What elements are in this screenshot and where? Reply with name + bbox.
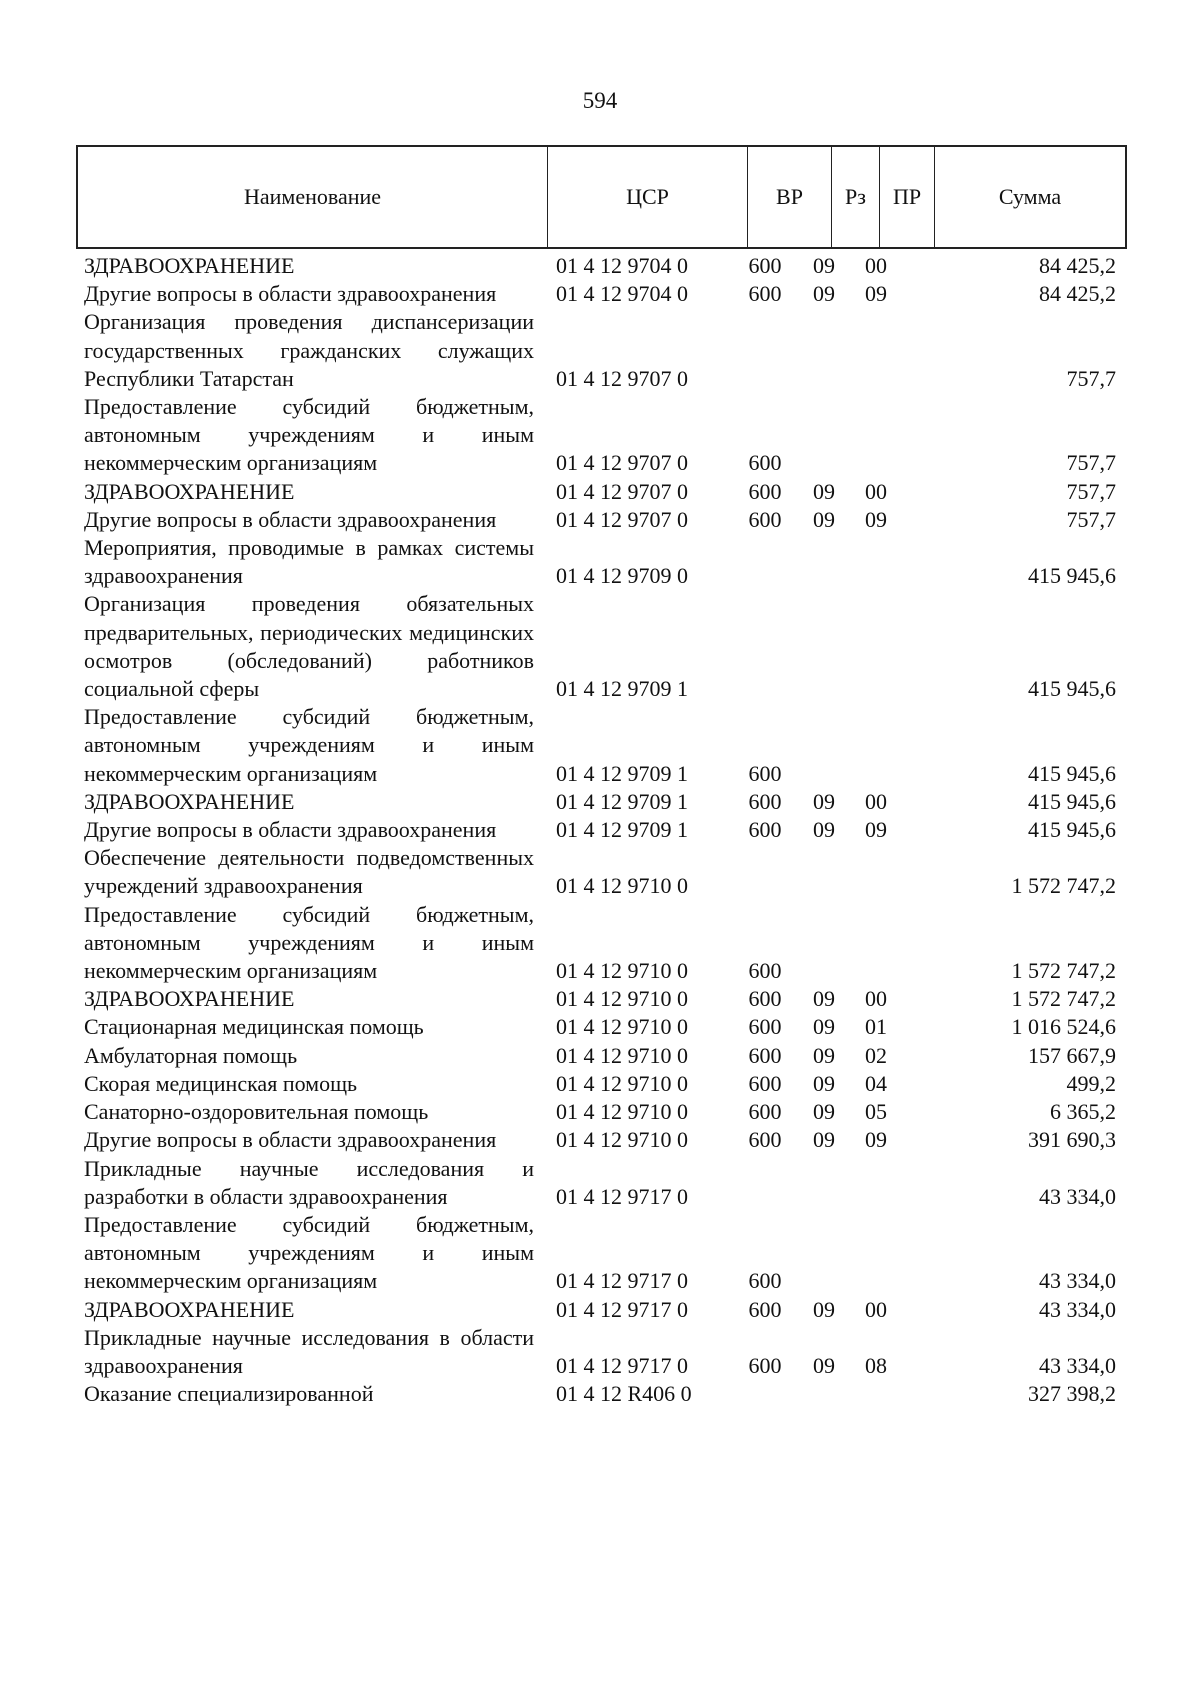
row-sum: 415 945,6 [1028,817,1116,843]
row-vr: 600 [748,1042,782,1068]
row-pr: 00 [865,478,887,504]
row-pr: 00 [865,986,887,1012]
row-sum: 415 945,6 [1028,676,1116,702]
row-csr: 01 4 12 9717 0 [556,1296,688,1322]
row-vr: 600 [748,760,782,786]
row-csr: 01 4 12 9717 0 [556,1352,688,1378]
row-name: Скорая медицинская помощь [84,1070,358,1096]
table-row [84,308,1124,393]
row-csr: 01 4 12 9704 0 [556,281,688,307]
row-sum: 84 425,2 [1039,281,1116,307]
row-csr: 01 4 12 9709 1 [556,760,688,786]
row-rz: 09 [813,817,835,843]
row-rz: 09 [813,1127,835,1153]
row-sum: 757,7 [1066,506,1116,532]
row-name: ЗДРАВООХРАНЕНИЕ [84,478,295,504]
row-pr: 04 [865,1070,887,1096]
table-row [84,901,1124,986]
row-name: Организация проведения диспансеризации государственных гражданских служащих Республики Татарстан [84,309,534,391]
row-sum: 43 334,0 [1039,1268,1116,1294]
row-vr: 600 [748,281,782,307]
row-name: Другие вопросы в области здравоохранения [84,1127,497,1153]
row-name: Другие вопросы в области здравоохранения [84,281,497,307]
table-row [84,1324,1124,1380]
row-csr: 01 4 12 9710 0 [556,1127,688,1153]
row-vr: 600 [748,1352,782,1378]
row-vr: 600 [748,478,782,504]
table-row [84,788,1124,816]
row-csr: 01 4 12 9709 1 [556,788,688,814]
table-row [84,1013,1124,1041]
row-csr: 01 4 12 9707 0 [556,506,688,532]
row-pr: 05 [865,1099,887,1125]
row-vr: 600 [748,1014,782,1040]
row-sum: 757,7 [1066,478,1116,504]
row-name: Прикладные научные исследования в области здравоохранения [84,1324,534,1378]
row-csr: 01 4 12 9704 0 [556,253,688,278]
table-row [84,280,1124,308]
row-vr: 600 [748,253,782,278]
row-name: Другие вопросы в области здравоохранения [84,506,497,532]
row-sum: 84 425,2 [1039,253,1116,278]
row-pr: 01 [865,1014,887,1040]
table-row [84,393,1124,478]
row-name: ЗДРАВООХРАНЕНИЕ [84,986,295,1012]
row-rz: 09 [813,1099,835,1125]
row-name: Предоставление субсидий бюджетным, автономным учреждениям и иным некоммерческим организациям [84,901,534,984]
row-sum: 757,7 [1066,365,1116,391]
row-rz: 09 [813,1014,835,1040]
row-sum: 327 398,2 [1028,1381,1116,1407]
row-csr: 01 4 12 9710 0 [556,1042,688,1068]
row-pr: 09 [865,1127,887,1153]
row-csr: 01 4 12 9709 1 [556,676,688,702]
row-vr: 600 [748,958,782,984]
row-pr: 09 [865,817,887,843]
table-body [84,252,1124,1408]
row-name: ЗДРАВООХРАНЕНИЕ [84,1296,295,1322]
row-csr: 01 4 12 9707 0 [556,450,688,476]
row-name: Амбулаторная помощь [84,1042,298,1068]
row-csr: 01 4 12 9710 0 [556,1014,688,1040]
table-row [84,844,1124,900]
table-row [84,478,1124,506]
table-row [84,590,1124,703]
row-sum: 6 365,2 [1050,1099,1116,1125]
row-name: Организация проведения обязательных предварительных, периодических медицинских осмотров (обследований) работников социальной сферы [84,591,534,702]
row-csr: 01 4 12 9710 0 [556,1070,688,1096]
row-sum: 415 945,6 [1028,760,1116,786]
row-sum: 391 690,3 [1028,1127,1116,1153]
table-row [84,1296,1124,1324]
row-name: Прикладные научные исследования и разработки в области здравоохранения [84,1155,534,1209]
row-vr: 600 [748,817,782,843]
row-vr: 600 [748,788,782,814]
table-row [84,1126,1124,1154]
row-rz: 09 [813,506,835,532]
row-rz: 09 [813,478,835,504]
row-rz: 09 [813,1352,835,1378]
row-csr: 01 4 12 9717 0 [556,1268,688,1294]
row-rz: 09 [813,281,835,307]
table-row [84,985,1124,1013]
row-rz: 09 [813,1296,835,1322]
row-name: Стационарная медицинская помощь [84,1014,424,1040]
row-vr: 600 [748,506,782,532]
row-pr: 00 [865,1296,887,1322]
table-row [84,1042,1124,1070]
row-csr: 01 4 12 9707 0 [556,365,688,391]
table-row [84,703,1124,788]
row-vr: 600 [748,1070,782,1096]
row-vr: 600 [748,1296,782,1322]
row-pr: 00 [865,253,887,278]
table-row [84,816,1124,844]
row-vr: 600 [748,986,782,1012]
row-vr: 600 [748,1099,782,1125]
row-sum: 499,2 [1066,1070,1116,1096]
row-sum: 43 334,0 [1039,1296,1116,1322]
row-name: Мероприятия, проводимые в рамках системы здравоохранения [84,535,534,589]
row-csr: 01 4 12 9710 0 [556,873,688,899]
row-name: Оказание специализированной [84,1381,374,1407]
header-sum: Сумма [998,184,1062,209]
row-csr: 01 4 12 9709 1 [556,817,688,843]
row-pr: 09 [865,506,887,532]
table-row [84,506,1124,534]
header-name: Наименование [78,147,548,247]
row-rz: 09 [813,986,835,1012]
row-pr: 08 [865,1352,887,1378]
header-vr: ВР [748,147,832,247]
row-vr: 600 [748,1127,782,1153]
row-csr: 01 4 12 9707 0 [556,478,688,504]
page-number: 594 [582,88,618,113]
row-rz: 09 [813,788,835,814]
table-row [84,534,1124,590]
row-sum: 1 016 524,6 [1011,1014,1116,1040]
row-name: Предоставление субсидий бюджетным, автономным учреждениям и иным некоммерческим организациям [84,1211,534,1294]
row-sum: 1 572 747,2 [1011,873,1116,899]
table-row [84,1070,1124,1098]
row-pr: 02 [865,1042,887,1068]
row-name: Санаторно-оздоровительная помощь [84,1099,429,1125]
row-csr: 01 4 12 9710 0 [556,986,688,1012]
table-row [84,1211,1124,1296]
row-rz: 09 [813,1042,835,1068]
row-sum: 1 572 747,2 [1011,958,1116,984]
row-name: Предоставление субсидий бюджетным, автономным учреждениям и иным некоммерческим организациям [84,704,534,786]
row-sum: 157 667,9 [1028,1042,1116,1068]
row-csr: 01 4 12 9710 0 [556,1099,688,1125]
row-rz: 09 [813,253,835,278]
row-sum: 415 945,6 [1028,563,1116,589]
row-pr: 09 [865,281,887,307]
row-sum: 1 572 747,2 [1011,986,1116,1012]
row-sum: 43 334,0 [1039,1183,1116,1209]
row-csr: 01 4 12 9717 0 [556,1183,688,1209]
table-row [84,1155,1124,1211]
row-csr: 01 4 12 9709 0 [556,563,688,589]
row-sum: 757,7 [1066,450,1116,476]
row-vr: 600 [748,1268,782,1294]
row-sum: 415 945,6 [1028,788,1116,814]
row-name: ЗДРАВООХРАНЕНИЕ [84,253,295,278]
row-pr: 00 [865,788,887,814]
header-pr: ПР [880,147,935,247]
row-name: Обеспечение деятельности подведомственных учреждений здравоохранения [84,845,534,899]
header-rz: Рз [832,147,880,247]
row-name: ЗДРАВООХРАНЕНИЕ [84,788,295,814]
header-csr: ЦСР [548,147,748,247]
row-csr: 01 4 12 R406 0 [556,1381,692,1407]
row-name: Другие вопросы в области здравоохранения [84,817,497,843]
row-vr: 600 [748,450,782,476]
table-header [76,145,1127,249]
row-csr: 01 4 12 9710 0 [556,958,688,984]
table-row [84,1380,1124,1408]
row-name: Предоставление субсидий бюджетным, автономным учреждениям и иным некоммерческим организациям [84,394,534,476]
table-row [84,1098,1124,1126]
row-rz: 09 [813,1070,835,1096]
row-sum: 43 334,0 [1039,1352,1116,1378]
table-row [84,252,1124,280]
